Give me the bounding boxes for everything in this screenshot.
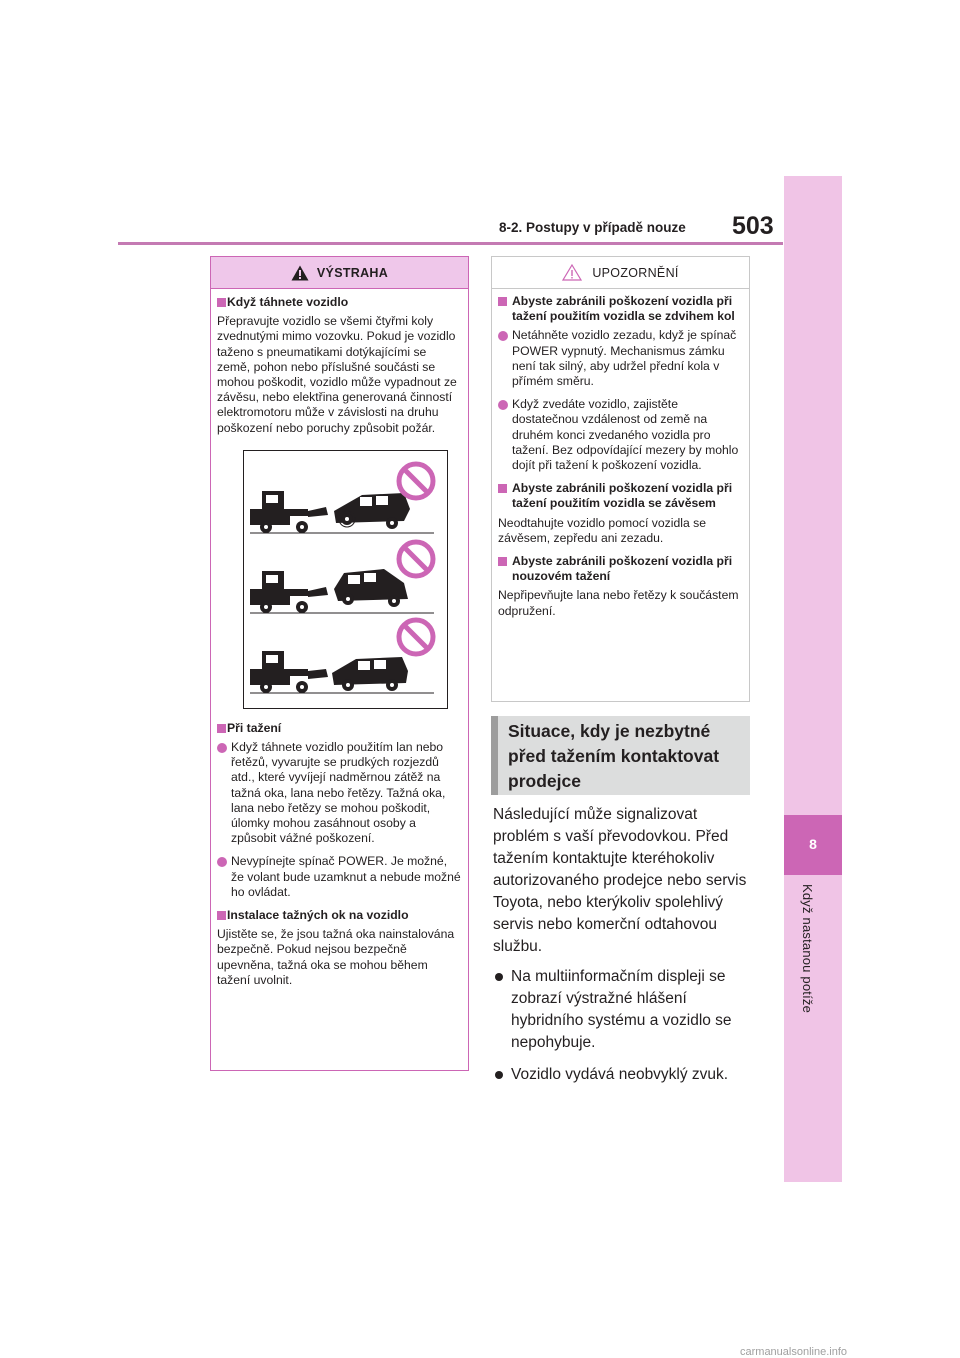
- warning-bullet-text: Nevypínejte spínač POWER. Je možné, že volant bude uzamknut a nebude možné ho ovládat.: [231, 854, 461, 899]
- warning-item: [217, 908, 461, 923]
- situation-bullet: Na multiinformačním displeji se zobrazí výstražné hlášení hybridního systému a vozidlo se nepohybuje.: [493, 966, 755, 1054]
- towing-illustration: [243, 450, 448, 709]
- situation-intro: Následující může signalizovat problém s vaší převodovkou. Před tažením kontaktujte kteréhokoliv autorizovaného prodejce nebo servis Toyota, nebo kterýkoliv spolehlivý servis nebo komerční odtahovou službu.: [493, 806, 747, 955]
- warning-header: [211, 257, 468, 289]
- section-title: 8-2. Postupy v případě nouze: [499, 220, 686, 235]
- chapter-number: 8: [809, 836, 817, 852]
- section-heading-line: před tažením kontaktovat: [508, 746, 720, 766]
- warning-paragraph: Přepravujte vozidlo se všemi čtyřmi koly zvednutými mimo vozovku. Pokud je vozidlo taženo s pneumatikami dotýkajícími se země, pohon nebo příslušné součásti se mohou poškodit, vozidlo může vypadnout ze závěsu, nebo elektřina generovaná činností elektromotoru může v závislosti na druhu poškození nebo poruchy způsobit požár.: [217, 314, 457, 435]
- warning-item: [217, 295, 461, 310]
- caution-paragraph: Neodtahujte vozidlo pomocí vozidla se závěsem, zepředu ani zezadu.: [498, 515, 706, 545]
- page-number: 503: [732, 212, 774, 240]
- warning-box: [210, 256, 469, 1071]
- caution-paragraph: Nepřipevňujte lana nebo řetězy k součástem odpružení.: [498, 588, 739, 618]
- towed-car-drawing: [332, 657, 408, 691]
- circle-bullet-icon: [217, 743, 227, 753]
- warning-bullet: [217, 740, 461, 846]
- caution-body: [492, 289, 749, 619]
- caution-item-title: Abyste zabránili poškození vozidla při tažení použitím vozidla se zdvihem kol: [512, 294, 735, 324]
- section-heading-line: prodejce: [508, 771, 581, 791]
- caution-item: [498, 294, 742, 324]
- caution-item: [498, 554, 742, 584]
- towed-car-drawing: [334, 569, 408, 607]
- caution-triangle-icon: [562, 264, 582, 281]
- caution-item: [498, 481, 742, 511]
- warning-body: [211, 289, 468, 988]
- square-bullet-icon: [217, 911, 226, 920]
- caution-box: [491, 256, 750, 702]
- warning-item: [217, 721, 461, 736]
- square-bullet-icon: [498, 484, 507, 493]
- square-bullet-icon: [217, 724, 226, 733]
- caution-bullet: [498, 397, 742, 473]
- caution-bullet-text: Netáhněte vozidlo zezadu, když je spínač POWER vypnutý. Mechanismus zámku není tak silný, aby udržel přední kola v přímém směru.: [512, 328, 737, 389]
- warning-paragraph: Ujistěte se, že jsou tažná oka nainstalována bezpečně. Pokud nejsou bezpečně upevněna, tažná oka se mohou během tažení uvolnit.: [217, 927, 455, 987]
- square-bullet-icon: [498, 557, 507, 566]
- caution-item-title: Abyste zabránili poškození vozidla při tažení použitím vozidla se závěsem: [512, 481, 733, 511]
- prohibited-icon: [399, 620, 433, 654]
- section-heading: [491, 716, 750, 795]
- caution-title: UPOZORNĚNÍ: [592, 265, 679, 280]
- warning-item-title: Při tažení: [227, 720, 282, 735]
- warning-bullet-text: Když táhnete vozidlo použitím lan nebo řetězů, vyvarujte se prudkých rozjezdů atd., které vyvíjejí nadměrnou zátěž na tažná oka, lana nebo řetězy. Tažná oka, lana nebo řetězy se mohou poškodit, úlomky mohou zasáhnout osoby a způsobit vážné poškození.: [231, 740, 446, 846]
- square-bullet-icon: [217, 298, 226, 307]
- prohibited-icon: [399, 542, 433, 576]
- warning-triangle-icon: [291, 265, 309, 281]
- warning-item-title: Instalace tažných ok na vozidlo: [227, 908, 409, 923]
- square-bullet-icon: [498, 297, 507, 306]
- header-divider: [118, 242, 783, 245]
- caution-bullet: [498, 328, 742, 389]
- caution-item-title: Abyste zabránili poškození vozidla při nouzovém tažení: [512, 554, 733, 584]
- footer-watermark: carmanualsonline.info: [740, 1346, 848, 1358]
- situation-bullet: Vozidlo vydává neobvyklý zvuk.: [493, 1064, 755, 1086]
- caution-header: [492, 257, 749, 289]
- towed-car-drawing: [334, 493, 410, 529]
- caution-bullet-text: Když zvedáte vozidlo, zajistěte dostatečnou vzdálenost od země na druhém konci zvedaného vozidla pro tažení. Bez odpovídající mezery by mohlo dojít při tažení k poškození vozidla.: [512, 397, 739, 473]
- chapter-side-tab: [784, 176, 842, 1182]
- prohibited-icon: [399, 464, 433, 498]
- warning-bullet: [217, 854, 461, 900]
- warning-item-title: Když táhnete vozidlo: [227, 295, 349, 309]
- section-heading-line: Situace, kdy je nezbytné: [508, 721, 711, 741]
- warning-title: VÝSTRAHA: [316, 265, 389, 280]
- towing-prohibited-diagram: [244, 451, 447, 708]
- chapter-title: Když nastanou potíže: [800, 884, 815, 1014]
- situation-body: [493, 804, 755, 1096]
